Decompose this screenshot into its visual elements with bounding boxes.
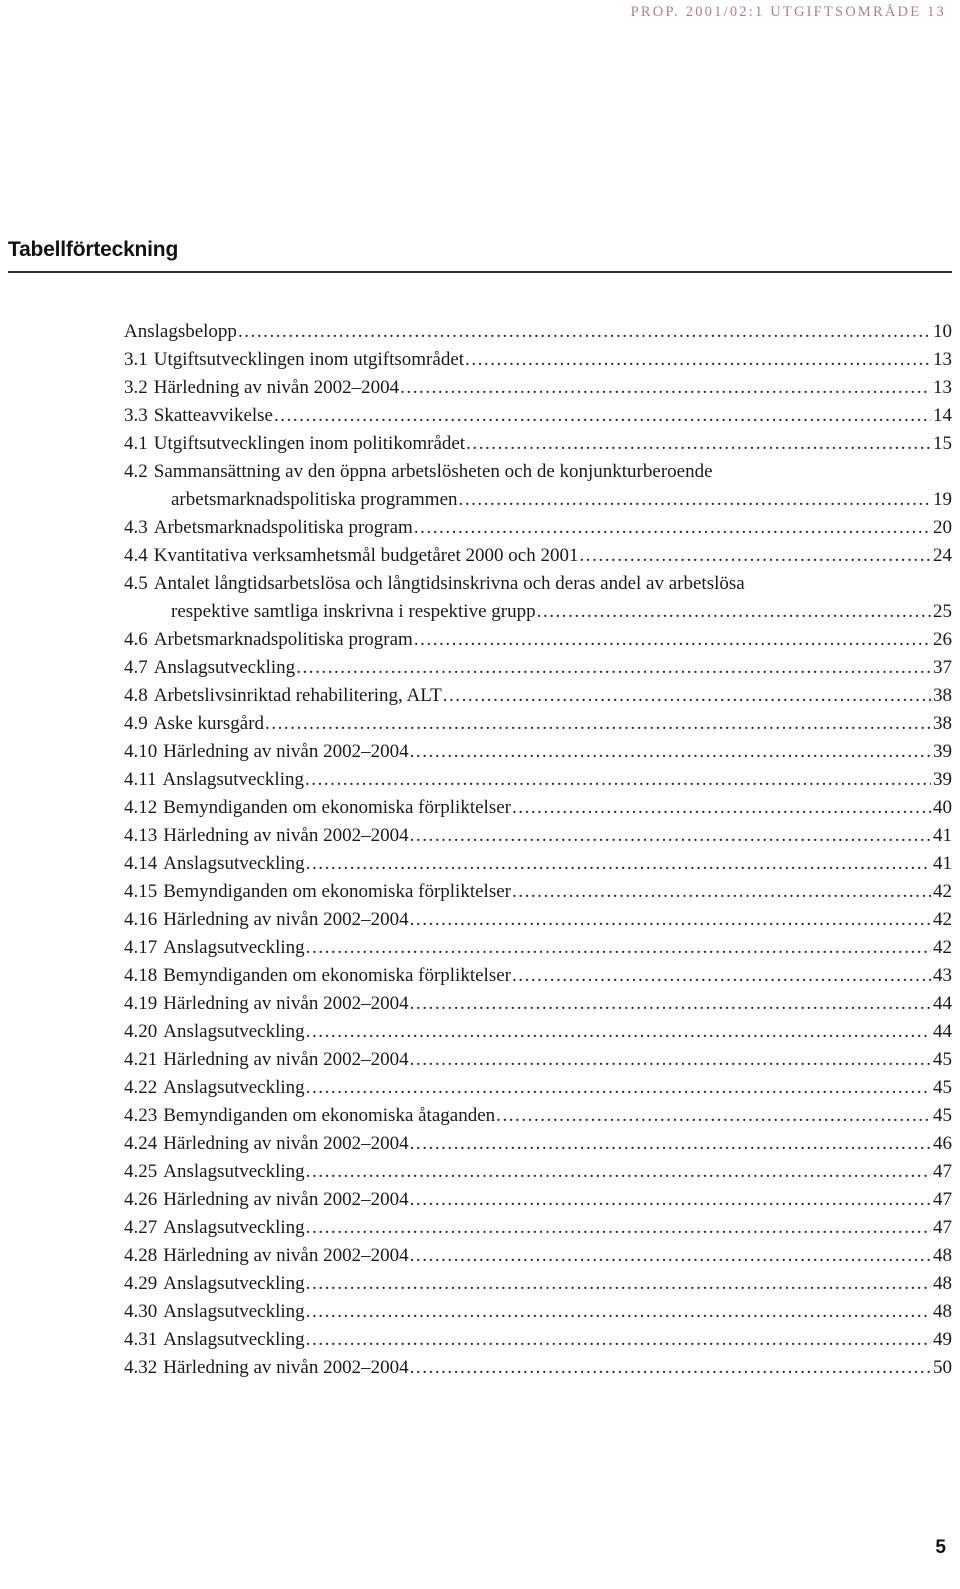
toc-entry[interactable] [124, 318, 952, 346]
toc-entry-title: Anslagsutveckling [163, 937, 305, 958]
toc-entry-page: 42 [933, 909, 952, 930]
dot-leader [306, 1270, 931, 1298]
toc-entry-page: 14 [933, 405, 952, 426]
toc-entry-number: 4.20 [124, 1021, 158, 1042]
toc-entry-page: 15 [933, 433, 952, 454]
page-number: 5 [935, 1537, 946, 1558]
toc-entry-line [124, 430, 952, 458]
toc-entry-number: 4.14 [124, 853, 158, 874]
toc-entry-line [124, 318, 952, 346]
toc-entry-title: Härledning av nivån 2002–2004 [163, 993, 409, 1014]
toc-entry[interactable] [124, 1326, 952, 1354]
toc-entry-title: Härledning av nivån 2002–2004 [163, 1189, 409, 1210]
toc-entry-page: 24 [933, 545, 952, 566]
dot-leader [459, 486, 931, 514]
toc-entry-page: 48 [933, 1301, 952, 1322]
toc-entry-page: 39 [933, 741, 952, 762]
dot-leader [537, 598, 931, 626]
toc-entry-title: Anslagsutveckling [163, 1301, 305, 1322]
toc-entry-line [124, 1214, 952, 1242]
toc-entry-title: Bemyndiganden om ekonomiska förpliktelser [163, 965, 511, 986]
toc-entry-line [124, 794, 952, 822]
toc-entry-title: arbetsmarknadspolitiska programmen [171, 489, 458, 510]
toc-entry-line [124, 598, 952, 626]
toc-entry[interactable] [124, 654, 952, 682]
toc-entry-page: 39 [933, 769, 952, 790]
toc-entry-page: 38 [933, 713, 952, 734]
dot-leader [410, 1130, 931, 1158]
dot-leader [465, 346, 931, 374]
toc-entry-line [124, 402, 952, 430]
toc-entry-line [124, 934, 952, 962]
toc-entry[interactable] [124, 1102, 952, 1130]
dot-leader [512, 962, 931, 990]
toc-entry[interactable] [124, 710, 952, 738]
dot-leader [410, 738, 931, 766]
toc-entry-title: respektive samtliga inskrivna i respektive grupp [171, 601, 536, 622]
toc-entry-title: Utgiftsutvecklingen inom politikområdet [153, 433, 466, 454]
dot-leader [306, 1298, 931, 1326]
toc-entry-page: 41 [933, 825, 952, 846]
toc-entry-line [124, 346, 952, 374]
toc-entry[interactable] [124, 682, 952, 710]
toc-entry-number: 4.29 [124, 1273, 158, 1294]
toc-entry[interactable] [124, 1242, 952, 1270]
toc-entry[interactable] [124, 1018, 952, 1046]
toc-entry-number: 4.6 [124, 629, 148, 650]
toc-entry-number: 4.11 [124, 769, 157, 790]
toc-entry-page: 25 [933, 601, 952, 622]
toc-entry-number: 4.21 [124, 1049, 158, 1070]
toc-entry[interactable] [124, 1130, 952, 1158]
toc-entry-title: Härledning av nivån 2002–2004 [153, 377, 400, 398]
toc-entry-title: Härledning av nivån 2002–2004 [163, 1357, 409, 1378]
toc-entry-line [124, 486, 952, 514]
toc-entry[interactable] [124, 850, 952, 878]
dot-leader [296, 654, 931, 682]
toc-entry-line [124, 1102, 952, 1130]
toc-entry-number: 4.15 [124, 881, 158, 902]
toc-entry-title: Arbetsmarknadspolitiska program [153, 629, 413, 650]
toc-entry-number: 4.4 [124, 545, 148, 566]
dot-leader [306, 1326, 931, 1354]
dot-leader [265, 710, 931, 738]
toc-entry-number: 4.5 [124, 573, 148, 594]
dot-leader [496, 1102, 931, 1130]
toc-entry[interactable] [124, 738, 952, 766]
dot-leader [306, 1214, 931, 1242]
toc-entry[interactable] [124, 430, 952, 458]
toc-entry-title: Bemyndiganden om ekonomiska förpliktelser [163, 881, 511, 902]
toc-entry[interactable] [124, 514, 952, 542]
toc-entry-title: Bemyndiganden om ekonomiska åtaganden [163, 1105, 496, 1126]
toc-entry-number: 4.24 [124, 1133, 158, 1154]
toc-entry-number: 4.19 [124, 993, 158, 1014]
toc-entry-page: 26 [933, 629, 952, 650]
toc-entry[interactable] [124, 1354, 952, 1382]
toc-entry-page: 37 [933, 657, 952, 678]
toc-entry-line [124, 738, 952, 766]
toc-entry-number: 4.2 [124, 461, 148, 482]
toc-entry-page: 47 [933, 1189, 952, 1210]
toc-entry-line [124, 654, 952, 682]
toc-entry-page: 40 [933, 797, 952, 818]
toc-entry-title: Sammansättning av den öppna arbetslösheten och de konjunkturberoende [153, 461, 713, 482]
toc-entry[interactable] [124, 1214, 952, 1242]
dot-leader [306, 1018, 931, 1046]
dot-leader [414, 514, 931, 542]
toc-entry-title: Anslagsutveckling [153, 657, 296, 678]
toc-entry[interactable] [124, 906, 952, 934]
toc-entry-line [124, 1270, 952, 1298]
toc-entry-number: 4.12 [124, 797, 158, 818]
dot-leader [306, 1074, 931, 1102]
toc-entry-title: Härledning av nivån 2002–2004 [163, 1245, 409, 1266]
toc-entry-title: Anslagsbelopp [124, 321, 237, 342]
toc-entry[interactable] [124, 402, 952, 430]
toc-entry-title: Härledning av nivån 2002–2004 [163, 741, 409, 762]
toc-entry[interactable] [124, 1298, 952, 1326]
toc-entry-line [124, 1018, 952, 1046]
toc-entry[interactable] [124, 962, 952, 990]
toc-entry-page: 44 [933, 1021, 952, 1042]
toc-entry-line [124, 906, 952, 934]
toc-entry-line [124, 542, 952, 570]
dot-leader [410, 1186, 931, 1214]
dot-leader [400, 374, 931, 402]
toc-entry-title: Skatteavvikelse [153, 405, 273, 426]
toc-entry-title: Anslagsutveckling [163, 1077, 305, 1098]
toc-entry-page: 20 [933, 517, 952, 538]
toc-entry[interactable] [124, 1074, 952, 1102]
dot-leader [410, 906, 931, 934]
toc-entry-line [124, 1298, 952, 1326]
dot-leader [410, 990, 931, 1018]
toc-entry-title: Härledning av nivån 2002–2004 [163, 909, 409, 930]
toc-entry-number: 4.1 [124, 433, 148, 454]
dot-leader [410, 1046, 931, 1074]
toc-entry-title: Anslagsutveckling [163, 1021, 305, 1042]
toc-entry-title: Antalet långtidsarbetslösa och långtidsinskrivna och deras andel av arbetslösa [153, 573, 745, 594]
toc-entry-page: 45 [933, 1077, 952, 1098]
toc-entry-number: 4.27 [124, 1217, 158, 1238]
toc-entry-line [124, 1158, 952, 1186]
toc-entry-line [124, 1354, 952, 1382]
toc-entry-line [124, 962, 952, 990]
toc-entry-title: Arbetsmarknadspolitiska program [153, 517, 413, 538]
toc-entry-page: 41 [933, 853, 952, 874]
toc-entry[interactable] [124, 1186, 952, 1214]
toc-entry-number: 4.31 [124, 1329, 158, 1350]
section-title: Tabellförteckning [8, 238, 179, 261]
toc-entry-title: Härledning av nivån 2002–2004 [163, 825, 409, 846]
toc-entry[interactable] [124, 934, 952, 962]
toc-entry-page: 48 [933, 1273, 952, 1294]
toc-entry-line [124, 1326, 952, 1354]
toc-entry-title: Aske kursgård [153, 713, 265, 734]
dot-leader [306, 1158, 931, 1186]
toc-entry-number: 4.30 [124, 1301, 158, 1322]
toc-entry-line [124, 822, 952, 850]
toc-entry-line [124, 458, 952, 486]
section-divider [8, 271, 952, 273]
toc-entry-title: Kvantitativa verksamhetsmål budgetåret 2000 och 2001 [153, 545, 579, 566]
toc-entry[interactable] [124, 878, 952, 906]
toc-entry[interactable] [124, 626, 952, 654]
toc-entry-page: 42 [933, 881, 952, 902]
toc-entry-title: Anslagsutveckling [163, 1329, 305, 1350]
toc-entry-title: Anslagsutveckling [163, 853, 305, 874]
toc-entry-title: Anslagsutveckling [163, 1161, 305, 1182]
toc-entry-number: 4.16 [124, 909, 158, 930]
dot-leader [466, 430, 931, 458]
toc-entry-line [124, 626, 952, 654]
toc-entry[interactable] [124, 822, 952, 850]
toc-entry-number: 4.22 [124, 1077, 158, 1098]
dot-leader [414, 626, 931, 654]
toc-entry-number: 4.17 [124, 937, 158, 958]
dot-leader [306, 934, 931, 962]
toc-entry[interactable] [124, 1270, 952, 1298]
toc-entry-line [124, 1046, 952, 1074]
toc-entry-title: Bemyndiganden om ekonomiska förpliktelser [163, 797, 511, 818]
table-of-tables [124, 318, 952, 1382]
toc-entry-number: 4.8 [124, 685, 148, 706]
toc-entry-title: Utgiftsutvecklingen inom utgiftsområdet [153, 349, 465, 370]
dot-leader [238, 318, 931, 346]
toc-entry-number: 4.26 [124, 1189, 158, 1210]
toc-entry-page: 49 [933, 1329, 952, 1350]
toc-entry-line [124, 1242, 952, 1270]
toc-entry-number: 4.10 [124, 741, 158, 762]
dot-leader [274, 402, 931, 430]
toc-entry-title: Anslagsutveckling [163, 1217, 305, 1238]
toc-entry-number: 3.1 [124, 349, 148, 370]
toc-entry-number: 4.3 [124, 517, 148, 538]
toc-entry[interactable] [124, 766, 952, 794]
toc-entry[interactable] [124, 374, 952, 402]
toc-entry-line [124, 570, 952, 598]
running-header: PROP. 2001/02:1 UTGIFTSOMRÅDE 13 [630, 4, 946, 20]
toc-entry-title: Anslagsutveckling [162, 769, 304, 790]
toc-entry-number: 4.7 [124, 657, 148, 678]
toc-entry[interactable] [124, 346, 952, 374]
toc-entry-line [124, 682, 952, 710]
toc-entry-page: 47 [933, 1161, 952, 1182]
toc-entry-line [124, 766, 952, 794]
toc-entry-page: 45 [933, 1105, 952, 1126]
dot-leader [443, 682, 931, 710]
toc-entry[interactable] [124, 794, 952, 822]
toc-entry-page: 38 [933, 685, 952, 706]
dot-leader [512, 794, 931, 822]
dot-leader [410, 822, 931, 850]
toc-entry-page: 19 [933, 489, 952, 510]
dot-leader [512, 878, 931, 906]
toc-entry-page: 10 [933, 321, 952, 342]
toc-entry-number: 3.2 [124, 377, 148, 398]
toc-entry-number: 4.23 [124, 1105, 158, 1126]
toc-entry-line [124, 514, 952, 542]
toc-entry-page: 47 [933, 1217, 952, 1238]
toc-entry-page: 50 [933, 1357, 952, 1378]
dot-leader [410, 1242, 931, 1270]
toc-entry-line [124, 1130, 952, 1158]
toc-entry[interactable] [124, 1046, 952, 1074]
toc-entry-title: Härledning av nivån 2002–2004 [163, 1049, 409, 1070]
toc-entry-page: 43 [933, 965, 952, 986]
toc-entry-line [124, 1074, 952, 1102]
toc-entry-line [124, 374, 952, 402]
toc-entry-page: 42 [933, 937, 952, 958]
toc-entry-page: 48 [933, 1245, 952, 1266]
toc-entry[interactable] [124, 570, 952, 626]
toc-entry-number: 4.28 [124, 1245, 158, 1266]
toc-entry-page: 46 [933, 1133, 952, 1154]
toc-entry-number: 3.3 [124, 405, 148, 426]
toc-entry-page: 44 [933, 993, 952, 1014]
toc-entry-page: 13 [933, 349, 952, 370]
toc-entry-number: 4.9 [124, 713, 148, 734]
toc-entry[interactable] [124, 458, 952, 514]
toc-entry-page: 13 [933, 377, 952, 398]
toc-entry-line [124, 710, 952, 738]
toc-entry[interactable] [124, 1158, 952, 1186]
toc-entry-line [124, 1186, 952, 1214]
toc-entry[interactable] [124, 990, 952, 1018]
toc-entry-line [124, 990, 952, 1018]
toc-entry-line [124, 850, 952, 878]
dot-leader [580, 542, 932, 570]
dot-leader [305, 766, 931, 794]
toc-entry-title: Arbetslivsinriktad rehabilitering, ALT [153, 685, 442, 706]
toc-entry-number: 4.25 [124, 1161, 158, 1182]
dot-leader [306, 850, 931, 878]
toc-entry-number: 4.32 [124, 1357, 158, 1378]
toc-entry-number: 4.13 [124, 825, 158, 846]
toc-entry[interactable] [124, 542, 952, 570]
toc-entry-page: 45 [933, 1049, 952, 1070]
toc-entry-number: 4.18 [124, 965, 158, 986]
dot-leader [410, 1354, 931, 1382]
toc-entry-line [124, 878, 952, 906]
toc-entry-title: Härledning av nivån 2002–2004 [163, 1133, 409, 1154]
toc-entry-title: Anslagsutveckling [163, 1273, 305, 1294]
